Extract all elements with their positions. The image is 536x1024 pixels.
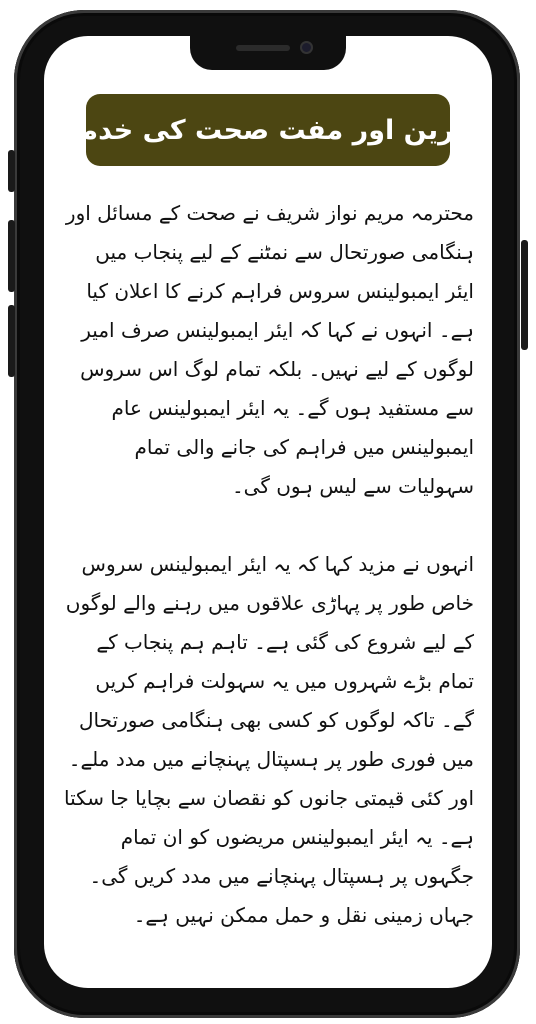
phone-screen xyxy=(44,36,492,988)
paragraph-1: محترمہ مریم نواز شریف نے صحت کے مسائل اور ہنگامی صورتحال سے نمٹنے کے لیے پنجاب میں ایئر ایمبولینس سروس فراہم کرنے کا اعلان کیا ہے۔ انہوں نے کہا کہ ایئر ایمبولینس صرف امیر لوگوں کے لیے نہیں۔ بلکہ تمام لوگ اس سروس سے مستفید ہوں گے۔ یہ ایئر ایمبولینس عام ایمبولینس میں فراہم کی جانے والی تمام سہولیات سے لیس ہوں گی۔ xyxy=(65,201,474,498)
speaker-grille xyxy=(236,45,290,51)
paragraph-2: انہوں نے مزید کہا کہ یہ ایئر ایمبولینس سروس خاص طور پر پہاڑی علاقوں میں رہنے والے لوگوں کے لیے شروع کی گئی ہے۔ تاہم ہم پنجاب کے تمام بڑے شہروں میں یہ سہولت فراہم کریں گے۔ تاکہ لوگوں کو کسی بھی ہنگامی صورتحال میں فوری طور پر ہسپتال پہنچانے میں مدد ملے۔ اور کئی قیمتی جانوں کو نقصان سے بچایا جا سکتا ہے۔ یہ ایئر ایمبولینس مریضوں کو ان تمام جگہوں پر ہسپتال پہنچانے میں مدد کریں گی۔ جہاں زمینی نقل و حمل ممکن نہیں ہے۔ xyxy=(64,552,474,927)
page-title: بہترین اور مفت صحت کی خدمات xyxy=(44,114,492,146)
article-body xyxy=(62,194,474,935)
heading-banner xyxy=(44,94,492,166)
volume-down-button xyxy=(8,305,15,377)
power-button xyxy=(521,240,528,350)
front-camera-icon xyxy=(300,41,313,54)
volume-up-button xyxy=(8,220,15,292)
mute-switch xyxy=(8,150,15,192)
notch xyxy=(190,36,346,70)
